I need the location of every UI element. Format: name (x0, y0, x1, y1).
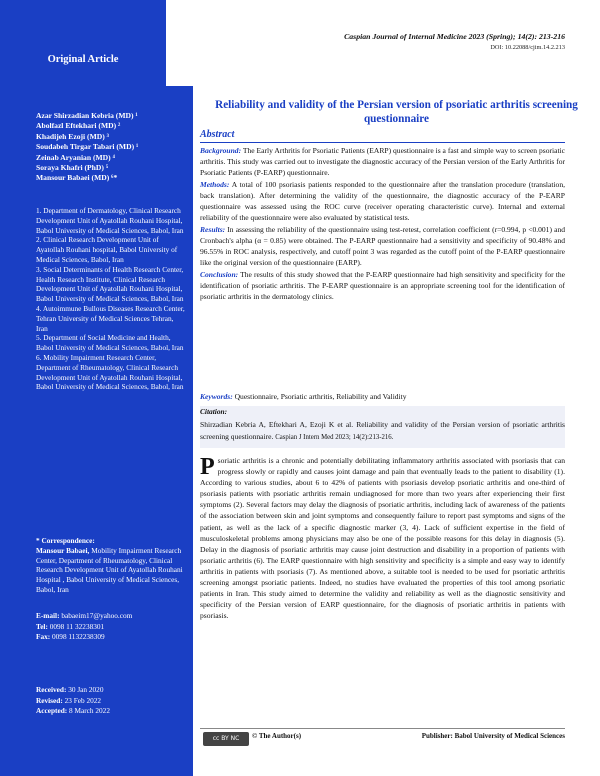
results-text: In assessing the reliability of the questionnaire using test-retest, correlation coefficient (r=0.994, p <0.001) and Cronbach's alpha (α = 0.85) were obtained. The P-EARP questionnaire had a sensitivity and specificity of 90.48% and 96.55% in ROC analysis, respectively, and cutoff point 3 was regarded as the cutoff point of the P-EARP questionnaire like the original version of the questionnaire (EARP). (200, 225, 565, 267)
background-label: Background: (200, 146, 242, 155)
affiliation-list (36, 206, 186, 392)
revised-label: Revised: (36, 695, 63, 705)
sidebar-header-block (0, 0, 166, 86)
methods-text: A total of 100 psoriasis patients responded to the questionnaire after the translation procedure (translation, back translation). After determining the validity of the questionnaire, the diagnostic accuracy of the P-EARP questionnaire was assessed using the ROC curve (receiver operating characteristic curve). Internal and external reliability of the questionnaire were also evaluated by statistical tests. (200, 180, 565, 222)
received-label: Received: (36, 685, 67, 694)
citation-ref: Caspian J Intern Med 2023; 14(2):213-216. (275, 434, 394, 441)
email-link[interactable]: babaeim17@yahoo.com (59, 611, 133, 620)
article-type: Original Article (47, 54, 119, 65)
correspondence-name: Mansour Babaei, (36, 545, 90, 555)
article-dates (36, 685, 186, 717)
footer-divider (200, 728, 565, 729)
fax-label: Fax: (36, 632, 51, 642)
body-text (200, 455, 565, 621)
doi-link[interactable]: DOI: 10.22088/cjim.14.2.213 (490, 44, 565, 51)
affiliation: 2. Clinical Research Development Unit of Ayatollah Rouhani hospital, Babol University of Medical Sciences, Babol, Iran (36, 235, 178, 264)
affiliation: 1. Department of Dermatology, Clinical Research Development Unit of Ayatollah Rouhani Hospital, Babol University of Medical Sciences, Babol, Iran (36, 206, 184, 235)
keywords (200, 392, 565, 401)
conclusion-label: Conclusion: (200, 270, 239, 279)
author: Soraya Khafri (PhD) ⁵ (36, 163, 109, 173)
abstract-results (200, 224, 565, 268)
abstract-background (200, 145, 565, 178)
affiliation: 4. Autoimmune Bullous Diseases Research Center, Tehran University of Medical Sciences Tehran, Iran (36, 303, 185, 333)
citation-body: Shirzadian Kebria A, Eftekhari A, Ezoji K et al. Reliability and validity of the Persian version of psoriatic arthritis screening questionnaire. (200, 420, 565, 441)
correspondence-label: * Correspondence: (36, 536, 95, 545)
affiliation: 3. Social Determinants of Health Research Center, Health Research Institute, Clinical Research Development Unit of Ayatollah Rouhani Hospital, Babol University of Medical Sciences, Babol, Iran (36, 264, 184, 304)
affiliation: 6. Mobility Impairment Research Center, Department of Rheumatology, Clinical Research Development Unit of Ayatollah Rouhani Hospital, Babol University of Medical Sciences, Babol, Iran (36, 352, 184, 392)
conclusion-text: The results of this study showed that the P-EARP questionnaire had high sensitivity and specificity for the identification of psoriatic arthritis. The P-EARP questionnaire is an appropriate screening tool for the identification of psoriatic arthritis in the dermatology clinics. (200, 270, 565, 301)
correspondence-address: Mobility Impairment Research Center, Department of Rheumatology, Clinical Research Development Unit of Ayatollah Rouhani Hospital , Babol University of Medical Sciences, Babol, Iran (36, 545, 183, 594)
author: Abolfazl Eftekhari (MD) ² (36, 121, 121, 131)
tel-value: 0098 11 32238301 (47, 621, 105, 631)
citation-text (200, 419, 565, 444)
abstract-divider (200, 142, 565, 143)
tel-label: Tel: (36, 621, 48, 631)
sidebar (0, 0, 193, 776)
revised-date: 23 Feb 2022 (62, 695, 102, 705)
citation-label: Citation: (200, 407, 228, 416)
results-label: Results: (200, 225, 226, 234)
contact-info (36, 611, 186, 643)
accepted-date: 8 March 2022 (67, 706, 110, 716)
article-title: Reliability and validity of the Persian version of psoriatic arthritis screening questionnaire (215, 99, 578, 125)
abstract-heading: Abstract (200, 129, 235, 140)
keywords-text: Questionnaire, Psoriatic arthritis, Reliability and Validity (232, 392, 407, 401)
author: Khadijeh Ezoji (MD) ³ (36, 131, 109, 141)
correspondence (36, 536, 186, 595)
keywords-label: Keywords: (200, 392, 233, 401)
received-date: 30 Jan 2020 (66, 685, 104, 694)
body-paragraph: soriatic arthritis is a chronic and potentially debilitating inflammatory arthritis associated with psoriasis that can progress slowly or rapidly and causes joint damage and pain that eventually leads to the patient to disability (1). According to various studies, about 6 to 42% of patients with psoriasis develop psoriatic arthritis and one-third of psoriasis patients with psoriatic arthritis remain undiagnosed for more than two years after experiencing their first symptoms (2). Several factors may delay the diagnosis of psoriatic arthritis, including lack of awareness of the patients of the association between skin and joint symptoms and consequently failure to report past symptoms and signs of the patient, as well as the lack of a specific diagnostic marker (3, 4). Lack of sufficient expertise in the field of musculoskeletal problems among physicians may also be one of the possible reasons for this delay in diagnosis (5). Delay in the diagnosis of psoriatic arthritis may cause joint destruction and disability in a proportion of patients with psoriatic arthritis (6). The EARP questionnaire with high sensitivity and specificity is a simple and easy way to identify arthritis in patients with psoriasis (7). As mentioned above, a suitable tool is needed to be used for psoriatic arthritis screening amongst psoriatic patients. Indeed, no studies have evaluated the properties of this tool among psoriatic patients in Iran. This study aimed to determine the validity and reliability as well as the diagnostic sensitivity and specificity of the Persian version of EARP questionnaire, for the diagnosis of psoriatic arthritis in patients with psoriasis. (200, 456, 565, 621)
cc-license-badge[interactable]: cc BY NC (203, 732, 249, 746)
author-list (36, 111, 186, 184)
abstract (200, 145, 565, 303)
author: Azar Shirzadian Kebria (MD) ¹ (36, 111, 138, 120)
publisher: Publisher: Babol University of Medical Sciences (421, 732, 565, 740)
accepted-label: Accepted: (36, 706, 68, 716)
email-label: E-mail: (36, 611, 60, 620)
author: Zeinab Aryanian (MD) ⁴ (36, 152, 115, 162)
sidebar-body-block (0, 86, 193, 776)
abstract-methods (200, 179, 565, 223)
journal-header: Caspian Journal of Internal Medicine 2023 (Spring); 14(2): 213-216 (344, 32, 565, 41)
fax-value: 0098 1132238309 (50, 632, 105, 642)
abstract-conclusion (200, 269, 565, 302)
affiliation: 5. Department of Social Medicine and Health, Babol University of Medical Sciences, Babol, Iran (36, 333, 184, 353)
background-text: The Early Arthritis for Psoriatic Patients (EARP) questionnaire is a fast and simple way to screen psoriatic arthritis. This study was carried out to investigate the diagnostic accuracy of the Persian version of the Early Arthritis for Psoriatic Patients (P-EARP) questionnaire. (200, 146, 565, 177)
author: Mansour Babaei (MD) ⁶* (36, 173, 118, 183)
methods-label: Methods: (200, 180, 230, 189)
author-rights: © The Author(s) (252, 732, 302, 740)
author: Soudabeh Tirgar Tabari (MD) ¹ (36, 142, 139, 152)
drop-cap: P (200, 454, 215, 480)
